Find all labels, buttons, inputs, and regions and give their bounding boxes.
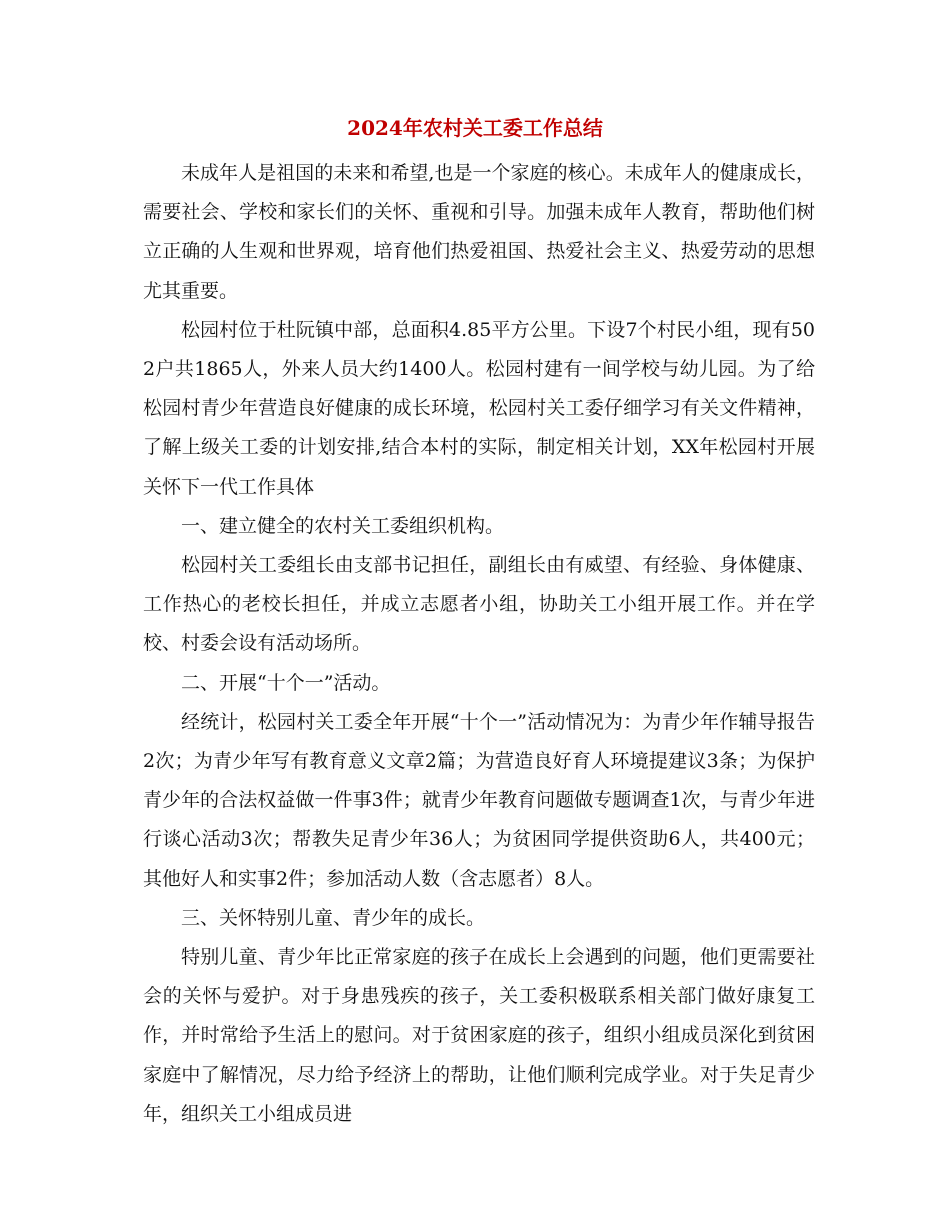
paragraph-village-overview: 松园村位于杜阮镇中部，总面积4.85平方公里。下设7个村民小组，现有502户共1865人，外来人员大约1400人。松园村建有一间学校与幼儿园。为了给松园村青少年营造良好健康的成长环境，松园村关工委仔细学习有关文件精神，了解上级关工委的计划安排,结合本村的实际，制定相关计划，XX年松园村开展关怀下一代工作具体 <box>143 318 815 498</box>
paragraph-organization: 松园村关工委组长由支部书记担任，副组长由有威望、有经验、身体健康、工作热心的老校长担任，并成立志愿者小组，协助关工小组开展工作。并在学校、村委会设有活动场所。 <box>143 554 815 655</box>
paragraph-special-children: 特别儿童、青少年比正常家庭的孩子在成长上会遇到的问题，他们更需要社会的关怀与爱护。对于身患残疾的孩子，关工委积极联系相关部门做好康复工作，并时常给予生活上的慰问。对于贫困家庭的孩子，组织小组成员深化到贫困家庭中了解情况，尽力给予经济上的帮助，让他们顺利完成学业。对于失足青少年，组织关工小组成员进 <box>143 946 815 1125</box>
paragraph-intro: 未成年人是祖国的未来和希望,也是一个家庭的核心。未成年人的健康成长，需要社会、学校和家长们的关怀、重视和引导。加强未成年人教育，帮助他们树立正确的人生观和世界观，培育他们热爱祖国、热爱社会主义、热爱劳动的思想尤其重要。 <box>143 162 815 302</box>
section-heading-organization: 一、建立健全的农村关工委组织机构。 <box>181 514 505 537</box>
document-title: 2024年农村关工委工作总结 <box>347 116 603 140</box>
document-body <box>143 154 815 1134</box>
paragraph-activities: 经统计，松园村关工委全年开展“十个一”活动情况为：为青少年作辅导报告2次；为青少年写有教育意义文章2篇；为营造良好育人环境提建议3条；为保护青少年的合法权益做一件事3件；就青少年教育问题做专题调查1次，与青少年进行谈心活动3次；帮教失足青少年36人；为贫困同学提供资助6人，共400元；其他好人和实事2件；参加活动人数（含志愿者）8人。 <box>143 710 815 890</box>
section-heading-activities: 二、开展“十个一”活动。 <box>181 671 391 694</box>
section-heading-special-children: 三、关怀特别儿童、青少年的成长。 <box>181 906 486 929</box>
